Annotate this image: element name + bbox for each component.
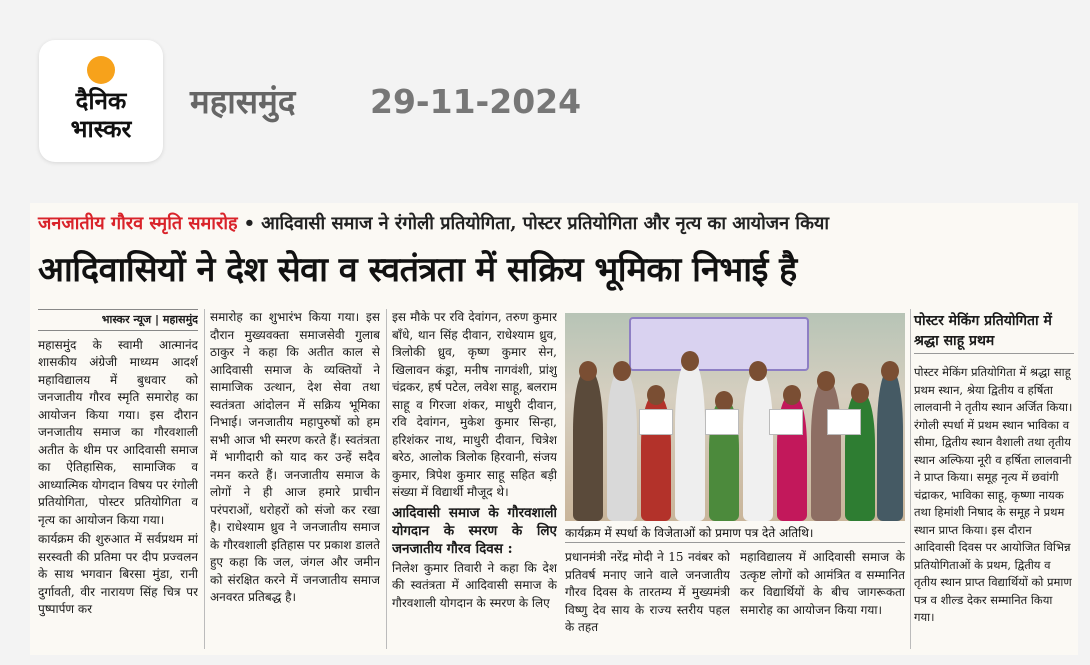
sun-icon [87,56,115,84]
person-head [647,385,665,405]
sidebar-title: पोस्टर मेकिंग प्रतियोगिता में श्रद्धा साहू प्रथम [914,311,1074,354]
byline: भास्कर न्यूज | महासमुंद [38,309,198,331]
newspaper-clipping [30,203,1078,655]
col4-para: प्रधानमंत्री नरेंद्र मोदी ने 15 नवंबर को प्रतिवर्ष मनाए जाने वाले जनजातीय गौरव दिवस के तारतम्य में मुख्यमंत्री विष्णु देव साय के राज्य स्तरीय पहल के तहत [565,550,730,634]
column-divider [910,309,911,649]
column-divider [204,309,205,649]
person-head [817,371,835,391]
person [675,361,705,521]
person-head [681,351,699,371]
person-head [749,361,767,381]
col3-para-1: इस मौके पर रवि देवांगन, तरुण कुमार बाँधे, थान सिंह दीवान, राधेश्याम ध्रुव, त्रिलोकी ध्रुव, कृष्ण कुमार सेन, खिलावन कंड्रा, मनीष नागवंशी, प्रांशु चंद्रकर, हर्ष पटेल, लवेश साहू, बलराम साहू व गिरजा शंकर, माधुरी दीवान, रवि देवांगन, मुकेश कुमार सिन्हा, हरिशंकर नाथ, माधुरी दीवान, चित्रेश बरेठ, आलोक त्रिलोक हिरवानी, संजय कुमार, त्रिपेश कुमार साहू सहित बड़ी संख्या में विद्यार्थी मौजूद थे। [392,310,557,499]
event-photo[interactable] [565,313,905,521]
headline: आदिवासियों ने देश सेवा व स्वतंत्रता में सक्रिय भूमिका निभाई है [38,250,797,290]
col3-para-2: निलेश कुमार तिवारी ने कहा कि देश की स्वतंत्रता में आदिवासी समाज के गौरवशाली योगदान के स्मरण के लिए [392,560,557,610]
person-head [881,361,899,381]
person [573,371,603,521]
col5-para: महाविद्यालय में आदिवासी समाज के उत्कृष्ट लोगों को आमंत्रित व सम्मानित कर विद्यार्थियों के बीच जागरूकता समारोह का आयोजन किया गया। [740,550,905,617]
edition-date: 29-11-2024 [370,82,582,121]
kicker [38,209,829,239]
logo-line2: भास्कर [70,115,132,143]
person [811,381,841,521]
col3-subhead: आदिवासी समाज के गौरवशाली योगदान के स्मरण के लिए जनजातीय गौरव दिवस : [392,504,557,557]
certificate [705,409,739,435]
kicker-title: जनजातीय गौरव स्मृति समारोह [38,213,238,234]
col1-para-2: कार्यक्रम की शुरुआत में सर्वप्रथम मां सरस्वती की प्रतिमा पर दीप प्रज्वलन के साथ भगवान बिरसा मुंडा, रानी दुर्गावती, वीर नारायण सिंह चित्र पर पुष्पार्पण कर [38,532,198,616]
person-head [613,361,631,381]
col2-para-1: समारोह का शुभारंभ किया गया। इस दौरान मुख्यवक्ता समाजसेवी गुलाब ठाकुर ने कहा कि अतीत काल से आदिवासी समाज के व्यक्तियों ने सामाजिक उत्थान, देश सेवा तथा स्वतंत्रता आंदोलन में सक्रिय भूमिका निभाई। जनजातीय महापुरुषों को हम सभी आज भी स्मरण करते हैं। स्वतंत्रता में भागीदारी को याद कर उन्हें सदैव नमन करते हैं। जनजातीय समाज के लोगों ने ही आज हमारे प्राचीन परंपराओं, धरोहरों को संजो कर रखा है। राधेश्याम ध्रुव ने जनजातीय समाज के गौरवशाली इतिहास पर प्रकाश डालते हुए कहा कि जल, जंगल और जमीन को संरक्षित करने में जनजातीय समाज अनवरत प्रतिबद्ध है। [210,310,380,604]
person [743,371,773,521]
person-head [783,385,801,405]
bullet-icon: • [243,213,256,234]
event-banner [629,317,809,371]
certificate [827,409,861,435]
person-head [715,391,733,411]
column-4 [565,549,730,649]
person [877,371,903,521]
col1-para-1: महासमुंद के स्वामी आत्मानंद शासकीय अंग्रेजी माध्यम आदर्श महाविद्यालय में बुधवार को जनजातीय गौरव स्मृति समारोह का आयोजन किया गया। इस दौरान जनजातीय समाज का गौरवशाली अतीत के थीम पर आदिवासी समाज का ऐतिहासिक, सामाजिक व आध्यात्मिक योगदान विषय पर रंगोली प्रतियोगिता, पोस्टर प्रतियोगिता व नृत्य का आयोजन किया गया। [38,337,198,527]
sidebar-story [914,311,1074,627]
column-5 [740,549,905,649]
column-divider [386,309,387,649]
photo-caption: कार्यक्रम में स्पर्धा के विजेताओं को प्रमाण पत्र देते अतिथि। [565,523,905,543]
edition-city: महासमुंद [190,82,296,121]
kicker-subtitle: आदिवासी समाज ने रंगोली प्रतियोगिता, पोस्टर प्रतियोगिता और नृत्य का आयोजन किया [261,213,829,234]
person-head [579,361,597,381]
person [607,371,637,521]
certificate [769,409,803,435]
person-head [851,383,869,403]
logo-line1: दैनिक [75,87,127,115]
column-1 [38,309,198,649]
column-2 [210,309,380,649]
certificate [639,409,673,435]
dainik-bhaskar-logo[interactable] [39,40,163,162]
sidebar-text: पोस्टर मेकिंग प्रतियोगिता में श्रद्धा साहू प्रथम स्थान, श्रेया द्वितीय व हर्षिता लालवानी ने तृतीय स्थान अर्जित किया। रंगोली स्पर्धा में प्रथम स्थान भाविका व सीमा, द्वितीय स्थान वैशाली तथा तृतीय स्थान अल्फिया नूरी व हर्षिता लालवानी ने प्राप्त किया। समूह नृत्य में छवांगी चंद्राकर, भाविका साहू, कृष्णा नायक तथा हिमांशी निषाद के समूह ने प्रथम स्थान प्राप्त किया। इस दौरान आदिवासी दिवस पर आयोजित विभिन्न प्रतियोगिताओं के प्रथम, द्वितीय व तृतीय स्थान प्राप्त विद्यार्थियों को प्रमाण पत्र व शील्ड देकर सम्मानित किया गया। [914,365,1073,624]
column-3 [392,309,557,649]
